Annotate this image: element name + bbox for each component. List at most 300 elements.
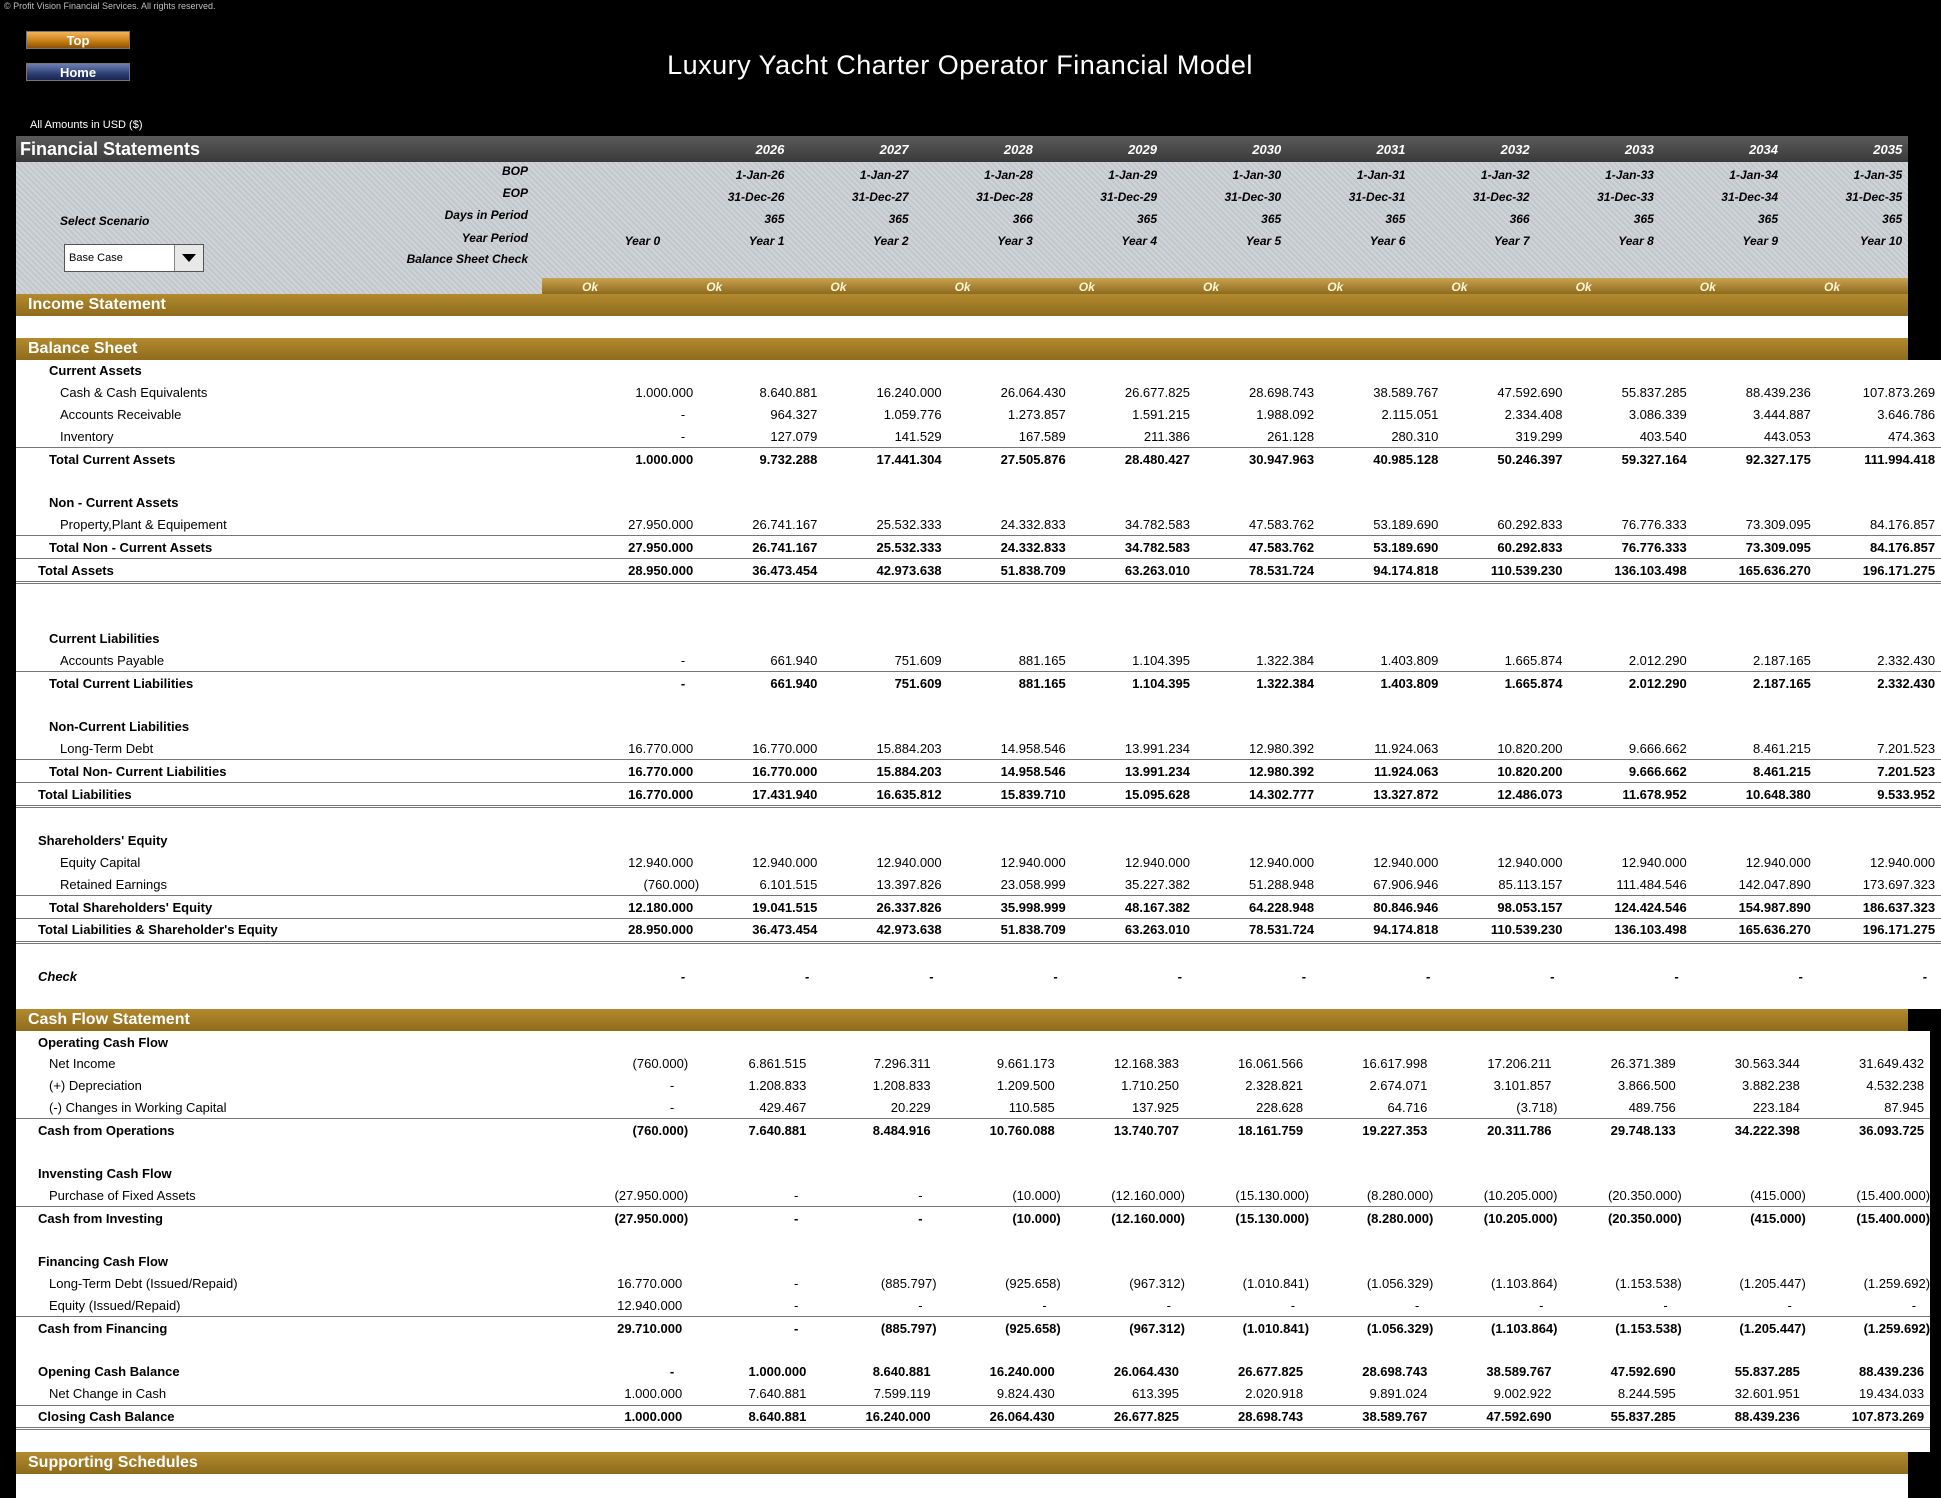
value-cell[interactable]: 12.940.000 (752, 854, 818, 870)
value-cell[interactable]: 1.403.809 (1320, 672, 1444, 694)
value-cell[interactable] (937, 1163, 1061, 1185)
value-cell[interactable]: - (680, 652, 686, 668)
value-cell[interactable]: 12.940.000 (1869, 854, 1936, 870)
value-cell[interactable] (1196, 628, 1320, 650)
value-cell[interactable]: 211.386 (1143, 428, 1190, 444)
value-cell[interactable]: 10.648.380 (1693, 783, 1817, 807)
value-cell[interactable]: - (575, 672, 699, 694)
value-cell[interactable]: - (794, 1276, 799, 1292)
value-cell[interactable]: 60.292.833 (1497, 516, 1563, 532)
value-cell[interactable]: 30.947.963 (1196, 448, 1320, 470)
value-cell[interactable]: 19.227.353 (1309, 1119, 1433, 1141)
value-cell[interactable]: 7.201.523 (1877, 740, 1936, 756)
value-cell[interactable]: 88.439.236 (1745, 385, 1811, 401)
value-cell[interactable] (1444, 628, 1568, 650)
value-cell[interactable] (1444, 830, 1568, 852)
value-cell[interactable]: 7.640.881 (688, 1119, 812, 1141)
value-cell[interactable]: 142.047.890 (1738, 876, 1811, 892)
value-cell[interactable]: (967.312) (1061, 1317, 1185, 1339)
value-cell[interactable]: 36.093.725 (1806, 1119, 1930, 1141)
value-cell[interactable] (1817, 628, 1941, 650)
value-cell[interactable]: 55.837.285 (1558, 1405, 1682, 1429)
value-cell[interactable] (699, 628, 823, 650)
value-cell[interactable]: 76.776.333 (1569, 536, 1693, 559)
value-cell[interactable]: (885.797) (880, 1276, 937, 1292)
value-cell[interactable]: 16.770.000 (628, 740, 694, 756)
value-cell[interactable] (575, 360, 699, 382)
value-cell[interactable]: - (1290, 1298, 1296, 1314)
value-cell[interactable]: 73.309.095 (1693, 536, 1817, 559)
value-cell[interactable]: 8.461.215 (1753, 740, 1811, 756)
value-cell[interactable]: 110.539.230 (1444, 559, 1568, 583)
value-cell[interactable]: - (794, 1298, 799, 1314)
value-cell[interactable]: (8.280.000) (1366, 1188, 1434, 1204)
value-cell[interactable]: 47.592.690 (1497, 385, 1563, 401)
value-cell[interactable]: 84.176.857 (1817, 536, 1941, 559)
value-cell[interactable]: (760.000) (643, 876, 700, 892)
home-button[interactable]: Home (26, 63, 130, 81)
value-cell[interactable]: 1.710.250 (1121, 1078, 1179, 1094)
value-cell[interactable] (1682, 1251, 1806, 1273)
value-cell[interactable]: 26.677.825 (1061, 1405, 1185, 1429)
value-cell[interactable] (699, 830, 823, 852)
value-cell[interactable]: 9.666.662 (1628, 740, 1687, 756)
value-cell[interactable]: 78.531.724 (1196, 918, 1320, 942)
value-cell[interactable]: 1.104.395 (1132, 652, 1190, 668)
value-cell[interactable]: 1.208.833 (748, 1078, 807, 1094)
value-cell[interactable] (1320, 360, 1444, 382)
value-cell[interactable]: 31.649.432 (1858, 1056, 1925, 1072)
value-cell[interactable]: 94.174.818 (1320, 918, 1444, 942)
value-cell[interactable]: - (1053, 968, 1058, 984)
value-cell[interactable]: 19.434.033 (1858, 1386, 1925, 1402)
value-cell[interactable]: 1.322.384 (1256, 652, 1315, 668)
value-cell[interactable]: 10.760.088 (937, 1119, 1061, 1141)
value-cell[interactable]: 50.246.397 (1444, 448, 1568, 470)
value-cell[interactable]: 110.585 (1008, 1099, 1055, 1115)
value-cell[interactable]: 24.332.833 (948, 536, 1072, 559)
value-cell[interactable] (1817, 492, 1941, 514)
value-cell[interactable]: 59.327.164 (1569, 448, 1693, 470)
value-cell[interactable]: 80.846.946 (1320, 896, 1444, 919)
value-cell[interactable] (688, 1031, 812, 1053)
value-cell[interactable]: 28.698.743 (1185, 1405, 1309, 1429)
value-cell[interactable] (1320, 716, 1444, 738)
value-cell[interactable]: 403.540 (1639, 428, 1687, 444)
value-cell[interactable]: 3.101.857 (1493, 1078, 1552, 1094)
value-cell[interactable] (948, 360, 1072, 382)
value-cell[interactable]: 32.601.951 (1734, 1386, 1800, 1402)
value-cell[interactable]: 2.674.071 (1369, 1078, 1428, 1094)
value-cell[interactable]: 15.884.203 (823, 760, 947, 783)
top-button[interactable]: Top (26, 31, 130, 49)
value-cell[interactable] (699, 716, 823, 738)
value-cell[interactable]: 51.838.709 (948, 559, 1072, 583)
value-cell[interactable]: 1.665.874 (1444, 672, 1568, 694)
value-cell[interactable]: 64.228.948 (1196, 896, 1320, 919)
value-cell[interactable]: 613.395 (1131, 1386, 1179, 1402)
value-cell[interactable]: 12.940.000 (1000, 854, 1066, 870)
value-cell[interactable]: 26.064.430 (1113, 1364, 1179, 1380)
value-cell[interactable] (1061, 1251, 1185, 1273)
value-cell[interactable]: 88.439.236 (1858, 1364, 1925, 1380)
value-cell[interactable]: 13.327.872 (1320, 783, 1444, 807)
value-cell[interactable] (564, 1163, 688, 1185)
value-cell[interactable]: 27.950.000 (575, 536, 699, 559)
value-cell[interactable]: (15.130.000) (1185, 1207, 1309, 1229)
value-cell[interactable]: 67.906.946 (1373, 876, 1439, 892)
value-cell[interactable]: 228.628 (1256, 1099, 1304, 1115)
value-cell[interactable]: 13.991.234 (1072, 760, 1196, 783)
value-cell[interactable]: 40.985.128 (1320, 448, 1444, 470)
value-cell[interactable] (823, 716, 947, 738)
value-cell[interactable]: 53.189.690 (1373, 516, 1439, 532)
value-cell[interactable]: 13.991.234 (1124, 740, 1190, 756)
value-cell[interactable]: 11.924.063 (1320, 760, 1444, 783)
value-cell[interactable]: 1.000.000 (575, 448, 699, 470)
value-cell[interactable]: 42.973.638 (823, 559, 947, 583)
value-cell[interactable]: (1.056.329) (1309, 1317, 1433, 1339)
value-cell[interactable] (1806, 1031, 1930, 1053)
value-cell[interactable]: (15.400.000) (1806, 1207, 1930, 1229)
value-cell[interactable] (1444, 716, 1568, 738)
value-cell[interactable]: 1.665.874 (1504, 652, 1563, 668)
value-cell[interactable] (688, 1251, 812, 1273)
value-cell[interactable] (1072, 716, 1196, 738)
value-cell[interactable]: 15.839.710 (948, 783, 1072, 807)
value-cell[interactable]: 127.079 (770, 428, 818, 444)
value-cell[interactable] (1569, 716, 1693, 738)
value-cell[interactable]: 63.263.010 (1072, 918, 1196, 942)
value-cell[interactable]: 12.940.000 (1249, 854, 1315, 870)
value-cell[interactable]: 8.244.595 (1617, 1386, 1676, 1402)
value-cell[interactable] (1061, 1163, 1185, 1185)
value-cell[interactable]: (415.000) (1682, 1207, 1806, 1229)
value-cell[interactable]: 28.950.000 (575, 918, 699, 942)
value-cell[interactable]: 26.064.430 (1000, 385, 1066, 401)
value-cell[interactable] (575, 830, 699, 852)
value-cell[interactable]: 12.940.000 (628, 854, 694, 870)
value-cell[interactable]: 1.209.500 (996, 1078, 1055, 1094)
value-cell[interactable]: 196.171.275 (1817, 918, 1941, 942)
value-cell[interactable] (1693, 628, 1817, 650)
value-cell[interactable]: 165.636.270 (1693, 559, 1817, 583)
value-cell[interactable]: 55.837.285 (1734, 1364, 1800, 1380)
value-cell[interactable]: 474.363 (1888, 428, 1936, 444)
value-cell[interactable]: 12.940.000 (1621, 854, 1687, 870)
value-cell[interactable]: - (1911, 1298, 1917, 1314)
chevron-down-icon[interactable] (174, 245, 203, 271)
value-cell[interactable]: 26.677.825 (1124, 385, 1190, 401)
value-cell[interactable] (564, 1251, 688, 1273)
value-cell[interactable]: 8.640.881 (872, 1364, 931, 1380)
value-cell[interactable] (1558, 1031, 1682, 1053)
value-cell[interactable]: (1.259.692) (1806, 1317, 1930, 1339)
value-cell[interactable]: (1.153.538) (1558, 1317, 1682, 1339)
value-cell[interactable]: 78.531.724 (1196, 559, 1320, 583)
value-cell[interactable]: 16.770.000 (575, 783, 699, 807)
value-cell[interactable]: 36.473.454 (699, 559, 823, 583)
value-cell[interactable]: 3.086.339 (1628, 406, 1687, 422)
value-cell[interactable]: 63.263.010 (1072, 559, 1196, 583)
value-cell[interactable] (1433, 1163, 1557, 1185)
value-cell[interactable]: 12.180.000 (575, 896, 699, 919)
value-cell[interactable]: - (1550, 968, 1555, 984)
value-cell[interactable] (1196, 716, 1320, 738)
value-cell[interactable] (1682, 1031, 1806, 1053)
value-cell[interactable]: - (1301, 968, 1307, 984)
value-cell[interactable]: 38.589.767 (1309, 1405, 1433, 1429)
value-cell[interactable]: 319.299 (1515, 428, 1563, 444)
value-cell[interactable]: - (805, 968, 810, 984)
value-cell[interactable]: 443.053 (1763, 428, 1811, 444)
value-cell[interactable]: (415.000) (1750, 1188, 1806, 1204)
value-cell[interactable]: (1.205.447) (1739, 1276, 1806, 1292)
value-cell[interactable]: 2.012.290 (1569, 672, 1693, 694)
value-cell[interactable] (1309, 1031, 1433, 1053)
value-cell[interactable]: 13.740.707 (1061, 1119, 1185, 1141)
value-cell[interactable]: 223.184 (1752, 1099, 1800, 1115)
value-cell[interactable]: 9.732.288 (699, 448, 823, 470)
value-cell[interactable]: (1.010.841) (1185, 1317, 1309, 1339)
value-cell[interactable] (575, 492, 699, 514)
value-cell[interactable]: - (918, 1298, 923, 1314)
value-cell[interactable]: (925.658) (937, 1317, 1061, 1339)
value-cell[interactable]: 2.332.430 (1817, 672, 1941, 694)
value-cell[interactable]: (1.205.447) (1682, 1317, 1806, 1339)
value-cell[interactable]: 8.640.881 (759, 385, 818, 401)
value-cell[interactable] (812, 1251, 936, 1273)
value-cell[interactable]: 111.484.546 (1616, 876, 1687, 892)
value-cell[interactable] (1320, 830, 1444, 852)
value-cell[interactable]: (1.153.538) (1615, 1276, 1682, 1292)
value-cell[interactable]: 60.292.833 (1444, 536, 1568, 559)
value-cell[interactable]: (20.350.000) (1558, 1207, 1682, 1229)
value-cell[interactable]: 3.646.786 (1877, 406, 1936, 422)
value-cell[interactable] (1320, 492, 1444, 514)
value-cell[interactable]: 1.000.000 (564, 1405, 688, 1429)
value-cell[interactable]: 16.617.998 (1362, 1056, 1428, 1072)
value-cell[interactable]: 24.332.833 (1000, 516, 1066, 532)
value-cell[interactable] (1569, 830, 1693, 852)
value-cell[interactable]: 7.640.881 (748, 1386, 807, 1402)
value-cell[interactable]: 751.609 (894, 652, 942, 668)
value-cell[interactable]: (10.000) (1012, 1188, 1061, 1204)
value-cell[interactable] (1072, 360, 1196, 382)
value-cell[interactable] (1444, 360, 1568, 382)
value-cell[interactable]: 88.439.236 (1682, 1405, 1806, 1429)
value-cell[interactable] (1185, 1031, 1309, 1053)
value-cell[interactable]: 10.820.200 (1497, 740, 1563, 756)
value-cell[interactable] (688, 1163, 812, 1185)
value-cell[interactable]: 4.532.238 (1866, 1078, 1925, 1094)
value-cell[interactable]: 186.637.323 (1817, 896, 1941, 919)
value-cell[interactable]: 1.403.809 (1380, 652, 1439, 668)
value-cell[interactable] (1309, 1251, 1433, 1273)
value-cell[interactable] (699, 360, 823, 382)
value-cell[interactable]: 19.041.515 (699, 896, 823, 919)
value-cell[interactable]: 12.486.073 (1444, 783, 1568, 807)
value-cell[interactable] (699, 492, 823, 514)
value-cell[interactable]: 47.583.762 (1249, 516, 1315, 532)
value-cell[interactable]: (10.205.000) (1483, 1188, 1558, 1204)
value-cell[interactable]: 7.201.523 (1817, 760, 1941, 783)
value-cell[interactable]: (1.103.864) (1433, 1317, 1557, 1339)
value-cell[interactable]: - (1922, 968, 1928, 984)
value-cell[interactable] (1817, 716, 1941, 738)
value-cell[interactable]: 14.958.546 (948, 760, 1072, 783)
value-cell[interactable]: 47.583.762 (1196, 536, 1320, 559)
value-cell[interactable]: 16.635.812 (823, 783, 947, 807)
value-cell[interactable]: 26.741.167 (752, 516, 818, 532)
value-cell[interactable]: 12.980.392 (1196, 760, 1320, 783)
value-cell[interactable]: - (688, 1207, 812, 1229)
value-cell[interactable]: 12.980.392 (1249, 740, 1315, 756)
value-cell[interactable]: 9.891.024 (1369, 1386, 1428, 1402)
value-cell[interactable]: 107.873.269 (1806, 1405, 1930, 1429)
value-cell[interactable]: 28.480.427 (1072, 448, 1196, 470)
value-cell[interactable]: 1.000.000 (748, 1364, 807, 1380)
value-cell[interactable]: 8.461.215 (1693, 760, 1817, 783)
value-cell[interactable]: - (680, 968, 686, 984)
value-cell[interactable] (948, 716, 1072, 738)
value-cell[interactable]: 16.061.566 (1238, 1056, 1304, 1072)
value-cell[interactable]: 27.505.876 (948, 448, 1072, 470)
value-cell[interactable]: - (680, 428, 686, 444)
value-cell[interactable] (937, 1031, 1061, 1053)
value-cell[interactable]: 30.563.344 (1734, 1056, 1800, 1072)
value-cell[interactable]: 20.311.786 (1433, 1119, 1557, 1141)
value-cell[interactable]: 85.113.157 (1498, 876, 1563, 892)
value-cell[interactable]: 1.988.092 (1256, 406, 1315, 422)
value-cell[interactable]: 110.539.230 (1444, 918, 1568, 942)
income-statement-header[interactable]: Income Statement (16, 294, 1908, 316)
cash-flow-header[interactable]: Cash Flow Statement (16, 1009, 1908, 1031)
value-cell[interactable] (948, 492, 1072, 514)
value-cell[interactable] (1569, 360, 1693, 382)
value-cell[interactable] (1806, 1163, 1930, 1185)
value-cell[interactable]: 28.950.000 (575, 559, 699, 583)
value-cell[interactable]: (3.718) (1516, 1099, 1558, 1115)
value-cell[interactable]: 84.176.857 (1869, 516, 1936, 532)
value-cell[interactable]: 28.698.743 (1249, 385, 1315, 401)
value-cell[interactable]: - (1414, 1298, 1420, 1314)
value-cell[interactable]: (760.000) (564, 1119, 688, 1141)
value-cell[interactable]: - (1663, 1298, 1668, 1314)
value-cell[interactable]: 42.973.638 (823, 918, 947, 942)
value-cell[interactable]: 107.873.269 (1862, 385, 1936, 401)
value-cell[interactable]: 124.424.546 (1569, 896, 1693, 919)
value-cell[interactable]: 6.101.515 (759, 876, 818, 892)
value-cell[interactable]: 136.103.498 (1569, 559, 1693, 583)
value-cell[interactable]: 14.958.546 (1000, 740, 1066, 756)
value-cell[interactable] (1309, 1163, 1433, 1185)
value-cell[interactable] (1693, 492, 1817, 514)
value-cell[interactable]: 489.756 (1628, 1099, 1676, 1115)
value-cell[interactable]: (1.056.329) (1366, 1276, 1434, 1292)
value-cell[interactable]: 98.053.157 (1444, 896, 1568, 919)
supporting-schedules-header[interactable]: Supporting Schedules (16, 1452, 1908, 1474)
value-cell[interactable]: 15.095.628 (1072, 783, 1196, 807)
value-cell[interactable]: 3.444.887 (1753, 406, 1811, 422)
value-cell[interactable]: 17.206.211 (1487, 1056, 1552, 1072)
value-cell[interactable]: 17.431.940 (699, 783, 823, 807)
value-cell[interactable]: 51.838.709 (948, 918, 1072, 942)
value-cell[interactable] (1558, 1163, 1682, 1185)
value-cell[interactable] (1185, 1251, 1309, 1273)
value-cell[interactable] (1558, 1251, 1682, 1273)
value-cell[interactable]: - (929, 968, 934, 984)
value-cell[interactable]: - (1539, 1298, 1544, 1314)
value-cell[interactable]: (1.010.841) (1242, 1276, 1310, 1292)
value-cell[interactable]: 261.128 (1267, 428, 1315, 444)
value-cell[interactable]: 111.994.418 (1817, 448, 1941, 470)
value-cell[interactable]: - (918, 1188, 923, 1204)
value-cell[interactable]: 2.012.290 (1628, 652, 1687, 668)
value-cell[interactable] (1682, 1163, 1806, 1185)
value-cell[interactable]: 10.820.200 (1444, 760, 1568, 783)
value-cell[interactable]: 51.288.948 (1249, 876, 1315, 892)
value-cell[interactable]: 73.309.095 (1745, 516, 1811, 532)
value-cell[interactable]: - (812, 1207, 936, 1229)
value-cell[interactable] (1569, 492, 1693, 514)
value-cell[interactable]: 1.591.215 (1132, 406, 1190, 422)
value-cell[interactable]: 26.337.826 (823, 896, 947, 919)
value-cell[interactable]: (15.400.000) (1856, 1188, 1931, 1204)
value-cell[interactable]: 165.636.270 (1693, 918, 1817, 942)
value-cell[interactable]: 47.592.690 (1610, 1364, 1676, 1380)
value-cell[interactable]: 7.599.119 (873, 1386, 931, 1402)
value-cell[interactable]: 429.467 (759, 1099, 807, 1115)
value-cell[interactable]: 12.168.383 (1113, 1056, 1179, 1072)
value-cell[interactable]: 6.861.515 (748, 1056, 807, 1072)
value-cell[interactable]: 26.677.825 (1238, 1364, 1304, 1380)
value-cell[interactable]: 1.273.857 (1007, 406, 1066, 422)
value-cell[interactable]: - (1042, 1298, 1047, 1314)
value-cell[interactable] (1693, 716, 1817, 738)
value-cell[interactable]: - (1674, 968, 1679, 984)
value-cell[interactable]: 154.987.890 (1693, 896, 1817, 919)
value-cell[interactable]: 26.741.167 (699, 536, 823, 559)
value-cell[interactable]: 167.589 (1018, 428, 1066, 444)
value-cell[interactable]: 16.240.000 (812, 1405, 936, 1429)
value-cell[interactable]: (760.000) (632, 1056, 689, 1072)
value-cell[interactable]: 1.104.395 (1072, 672, 1196, 694)
value-cell[interactable]: 34.222.398 (1682, 1119, 1806, 1141)
value-cell[interactable] (1569, 628, 1693, 650)
value-cell[interactable]: 25.532.333 (876, 516, 942, 532)
value-cell[interactable]: 751.609 (823, 672, 947, 694)
value-cell[interactable]: 34.782.583 (1124, 516, 1190, 532)
value-cell[interactable]: 16.770.000 (752, 740, 818, 756)
value-cell[interactable] (1196, 492, 1320, 514)
value-cell[interactable]: - (669, 1078, 675, 1094)
value-cell[interactable]: (15.130.000) (1235, 1188, 1310, 1204)
value-cell[interactable]: 8.640.881 (688, 1405, 812, 1429)
value-cell[interactable]: 1.208.833 (872, 1078, 931, 1094)
value-cell[interactable]: (885.797) (812, 1317, 936, 1339)
value-cell[interactable]: 25.532.333 (823, 536, 947, 559)
value-cell[interactable] (575, 716, 699, 738)
value-cell[interactable]: - (1166, 1298, 1171, 1314)
value-cell[interactable]: 136.103.498 (1569, 918, 1693, 942)
value-cell[interactable]: 9.533.952 (1817, 783, 1941, 807)
value-cell[interactable]: 2.020.918 (1245, 1386, 1304, 1402)
value-cell[interactable]: 35.998.999 (948, 896, 1072, 919)
value-cell[interactable]: 11.678.952 (1569, 783, 1693, 807)
value-cell[interactable] (1196, 830, 1320, 852)
value-cell[interactable]: 87.945 (1884, 1099, 1925, 1115)
